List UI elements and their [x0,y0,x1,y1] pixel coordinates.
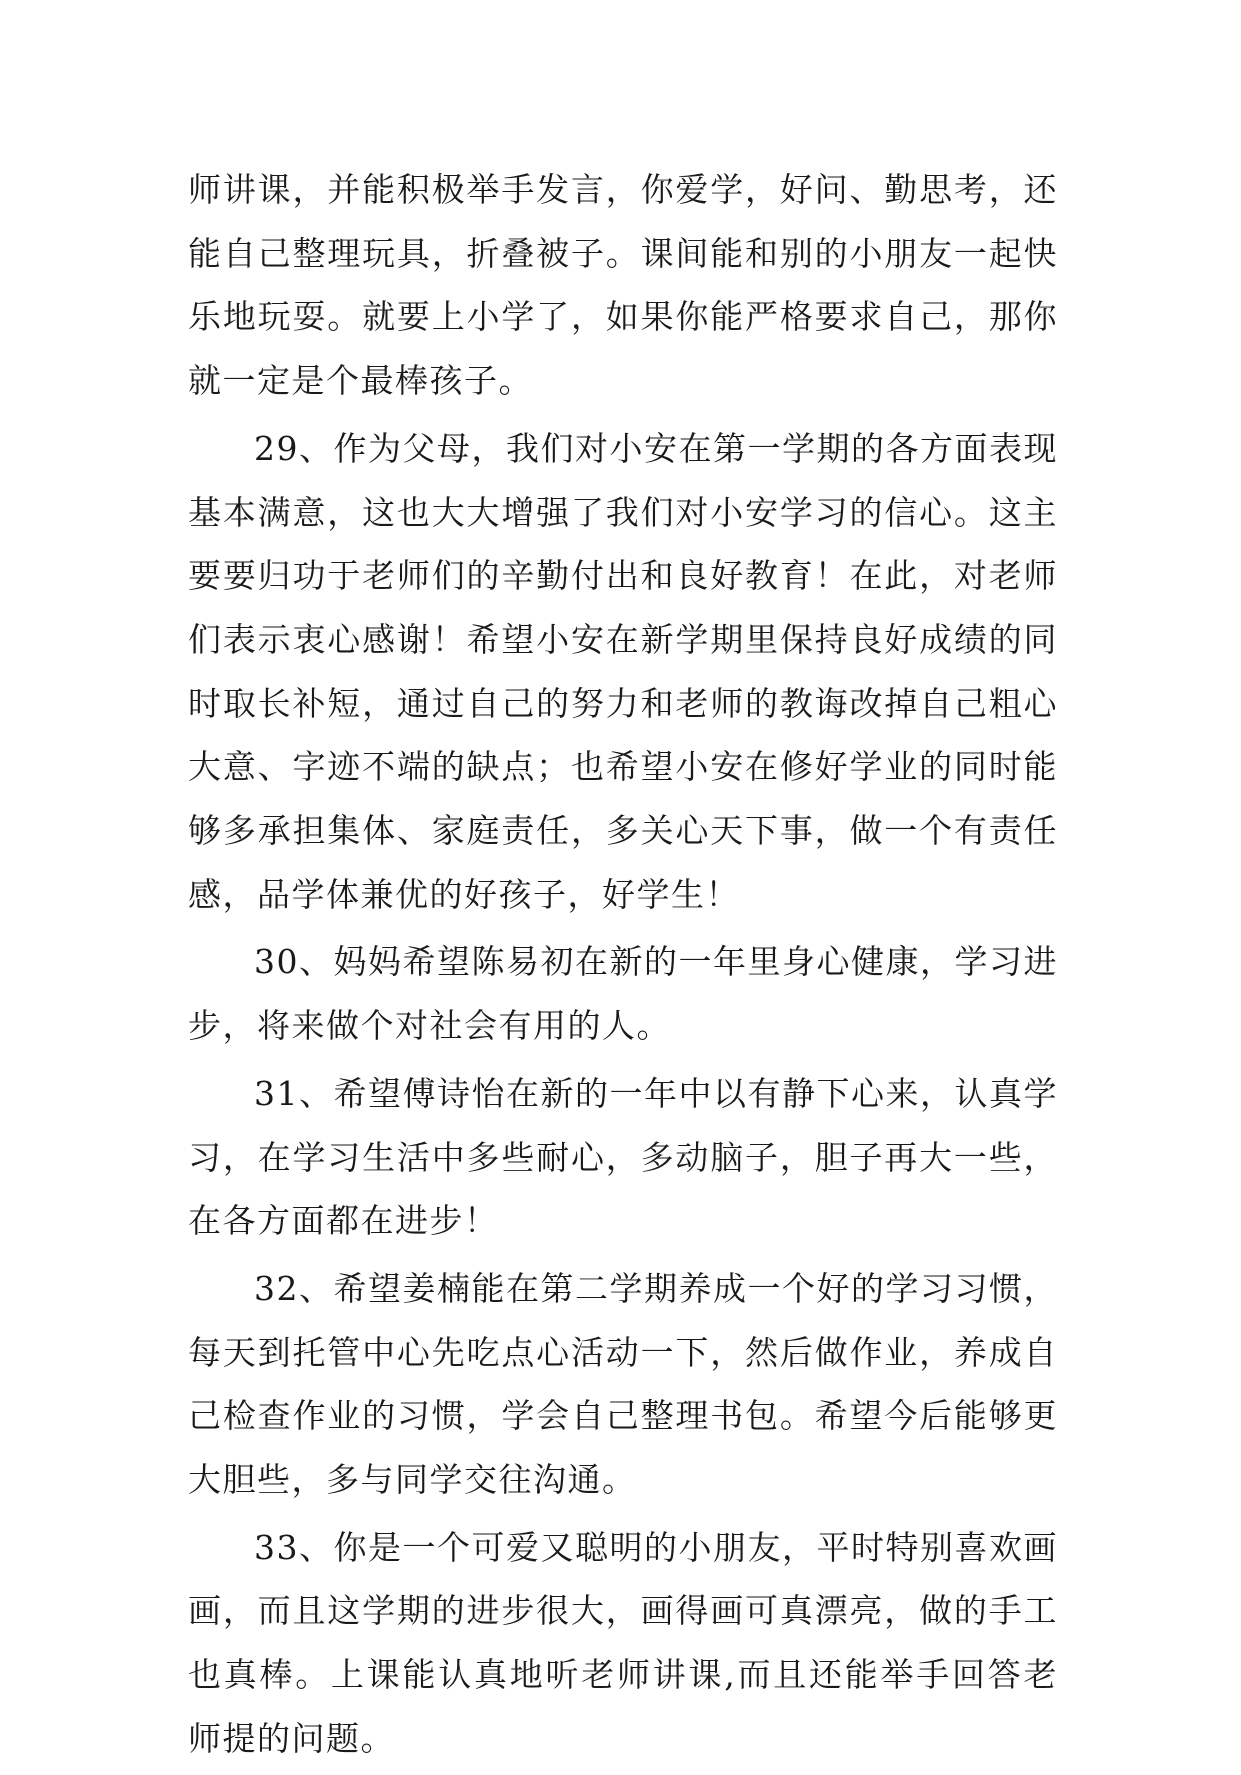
paragraph-item-29: 29、作为父母，我们对小安在第一学期的各方面表现基本满意，这也大大增强了我们对小安学习的信心。这主要要归功于老师们的辛勤付出和良好教育！在此，对老师们表示衷心感谢！希望小安在新学期里保持良好成绩的同时取长补短，通过自己的努力和老师的教诲改掉自己粗心大意、字迹不端的缺点；也希望小安在修好学业的同时能够多承担集体、家庭责任，多关心天下事，做一个有责任感，品学体兼优的好孩子，好学生！ [188,428,1058,914]
document-body [188,158,1058,1775]
paragraph-item-30: 30、妈妈希望陈易初在新的一年里身心健康，学习进步，将来做个对社会有用的人。 [188,942,1058,1046]
paragraph-continued: 师讲课，并能积极举手发言，你爱学，好问、勤思考，还能自己整理玩具，折叠被子。课间能和别的小朋友一起快乐地玩耍。就要上小学了，如果你能严格要求自己，那你就一定是个最棒孩子。 [188,170,1058,401]
paragraph-item-32: 32、希望姜楠能在第二学期养成一个好的学习习惯，每天到托管中心先吃点心活动一下，然后做作业，养成自己检查作业的习惯，学会自己整理书包。希望今后能够更大胆些，多与同学交往沟通。 [188,1268,1058,1500]
paragraph-item-33: 33、你是一个可爱又聪明的小朋友，平时特别喜欢画画，而且这学期的进步很大，画得画可真漂亮，做的手工也真棒。上课能认真地听老师讲课,而且还能举手回答老师提的问题。 [188,1527,1058,1758]
paragraph-item-31: 31、希望傅诗怡在新的一年中以有静下心来，认真学习，在学习生活中多些耐心，多动脑子，胆子再大一些，在各方面都在进步！ [188,1073,1058,1241]
